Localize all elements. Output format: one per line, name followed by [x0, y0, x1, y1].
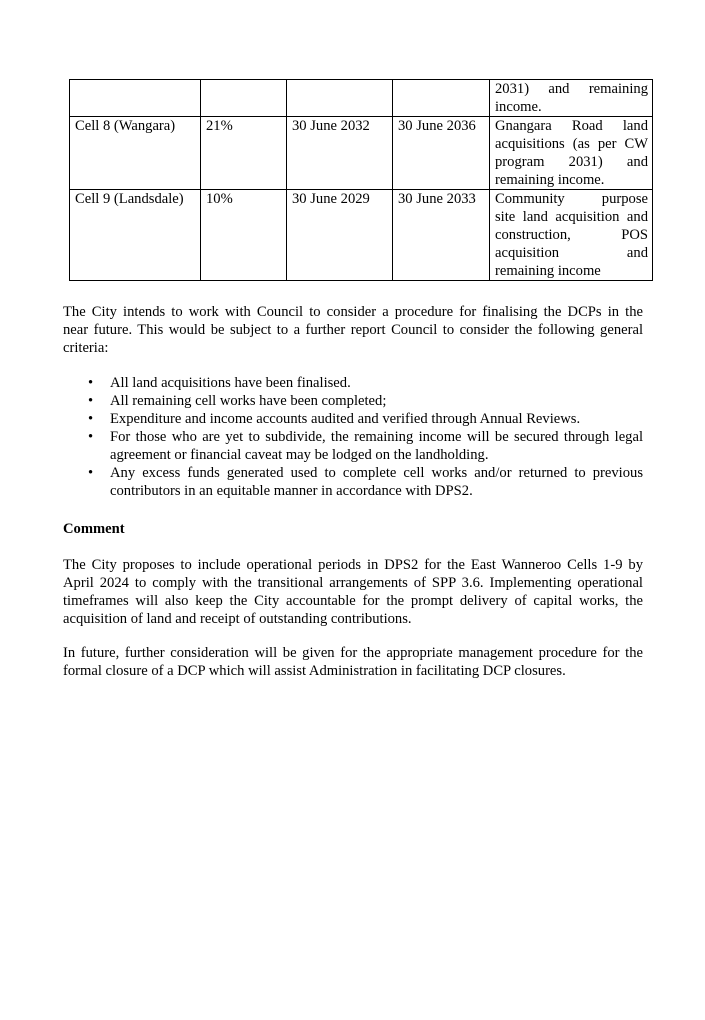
list-item: • Expenditure and income accounts audited and verified through Annual Reviews.	[88, 411, 581, 427]
description-line: construction, POS	[495, 227, 648, 243]
description-line: remaining income	[495, 263, 601, 279]
cell-percentage	[201, 80, 287, 117]
cell-percentage: 10%	[201, 190, 287, 281]
cell-end-date	[393, 80, 490, 117]
description-line: acquisition and	[495, 245, 648, 261]
list-item: • For those who are yet to subdivide, the remaining income will be secured through legal agreement or financial caveat may be lodged on the landholding.	[88, 429, 643, 463]
bullet-icon: •	[88, 411, 94, 427]
criteria-list	[63, 374, 643, 500]
cell-name	[70, 80, 201, 117]
cell-description	[490, 80, 653, 117]
cell-end-date: 30 June 2033	[393, 190, 490, 281]
comment-paragraph: The City proposes to include operational periods in DPS2 for the East Wanneroo Cells 1-9 by April 2024 to comply with the transitional arrangements of SPP 3.6. Implementing operational timeframes will also keep the City accountable for the prompt delivery of capital works, the acquisition of land and receipt of outstanding contributions.	[63, 557, 643, 627]
intro-paragraph: The City intends to work with Council to consider a procedure for finalising the DCPs in the near future. This would be subject to a further report Council to consider the following general criteria:	[63, 304, 643, 356]
description-line: 2031) and remaining	[495, 81, 648, 97]
dcp-operational-periods-table	[69, 79, 653, 281]
cell-start-date	[287, 80, 393, 117]
cell-percentage: 21%	[201, 117, 287, 190]
bullet-icon: •	[88, 465, 94, 481]
bullet-icon: •	[88, 375, 94, 391]
cell-name: Cell 8 (Wangara)	[70, 117, 201, 190]
bullet-icon: •	[88, 429, 94, 445]
table-row	[70, 190, 653, 281]
description-line: remaining income.	[495, 172, 605, 188]
description-line: Gnangara Road land	[495, 118, 648, 134]
description-line: Community purpose	[495, 191, 648, 207]
table-row	[70, 80, 653, 117]
comment-heading: Comment	[63, 521, 125, 537]
table-row	[70, 117, 653, 190]
future-paragraph: In future, further consideration will be given for the appropriate management procedure for the formal closure of a DCP which will assist Administration in facilitating DCP closures.	[63, 645, 643, 679]
description-line: income.	[495, 99, 542, 115]
cell-description	[490, 117, 653, 190]
cell-name: Cell 9 (Landsdale)	[70, 190, 201, 281]
list-item: • All remaining cell works have been completed;	[88, 393, 387, 409]
cell-start-date: 30 June 2029	[287, 190, 393, 281]
list-item: • All land acquisitions have been finalised.	[88, 375, 351, 391]
description-line: site land acquisition and	[495, 209, 648, 225]
cell-start-date: 30 June 2032	[287, 117, 393, 190]
cell-description	[490, 190, 653, 281]
description-line: acquisitions (as per CW	[495, 136, 648, 152]
description-line: program 2031) and	[495, 154, 648, 170]
cell-end-date: 30 June 2036	[393, 117, 490, 190]
list-item: • Any excess funds generated used to complete cell works and/or returned to previous contributors in an equitable manner in accordance with DPS2.	[88, 465, 643, 499]
bullet-icon: •	[88, 393, 94, 409]
